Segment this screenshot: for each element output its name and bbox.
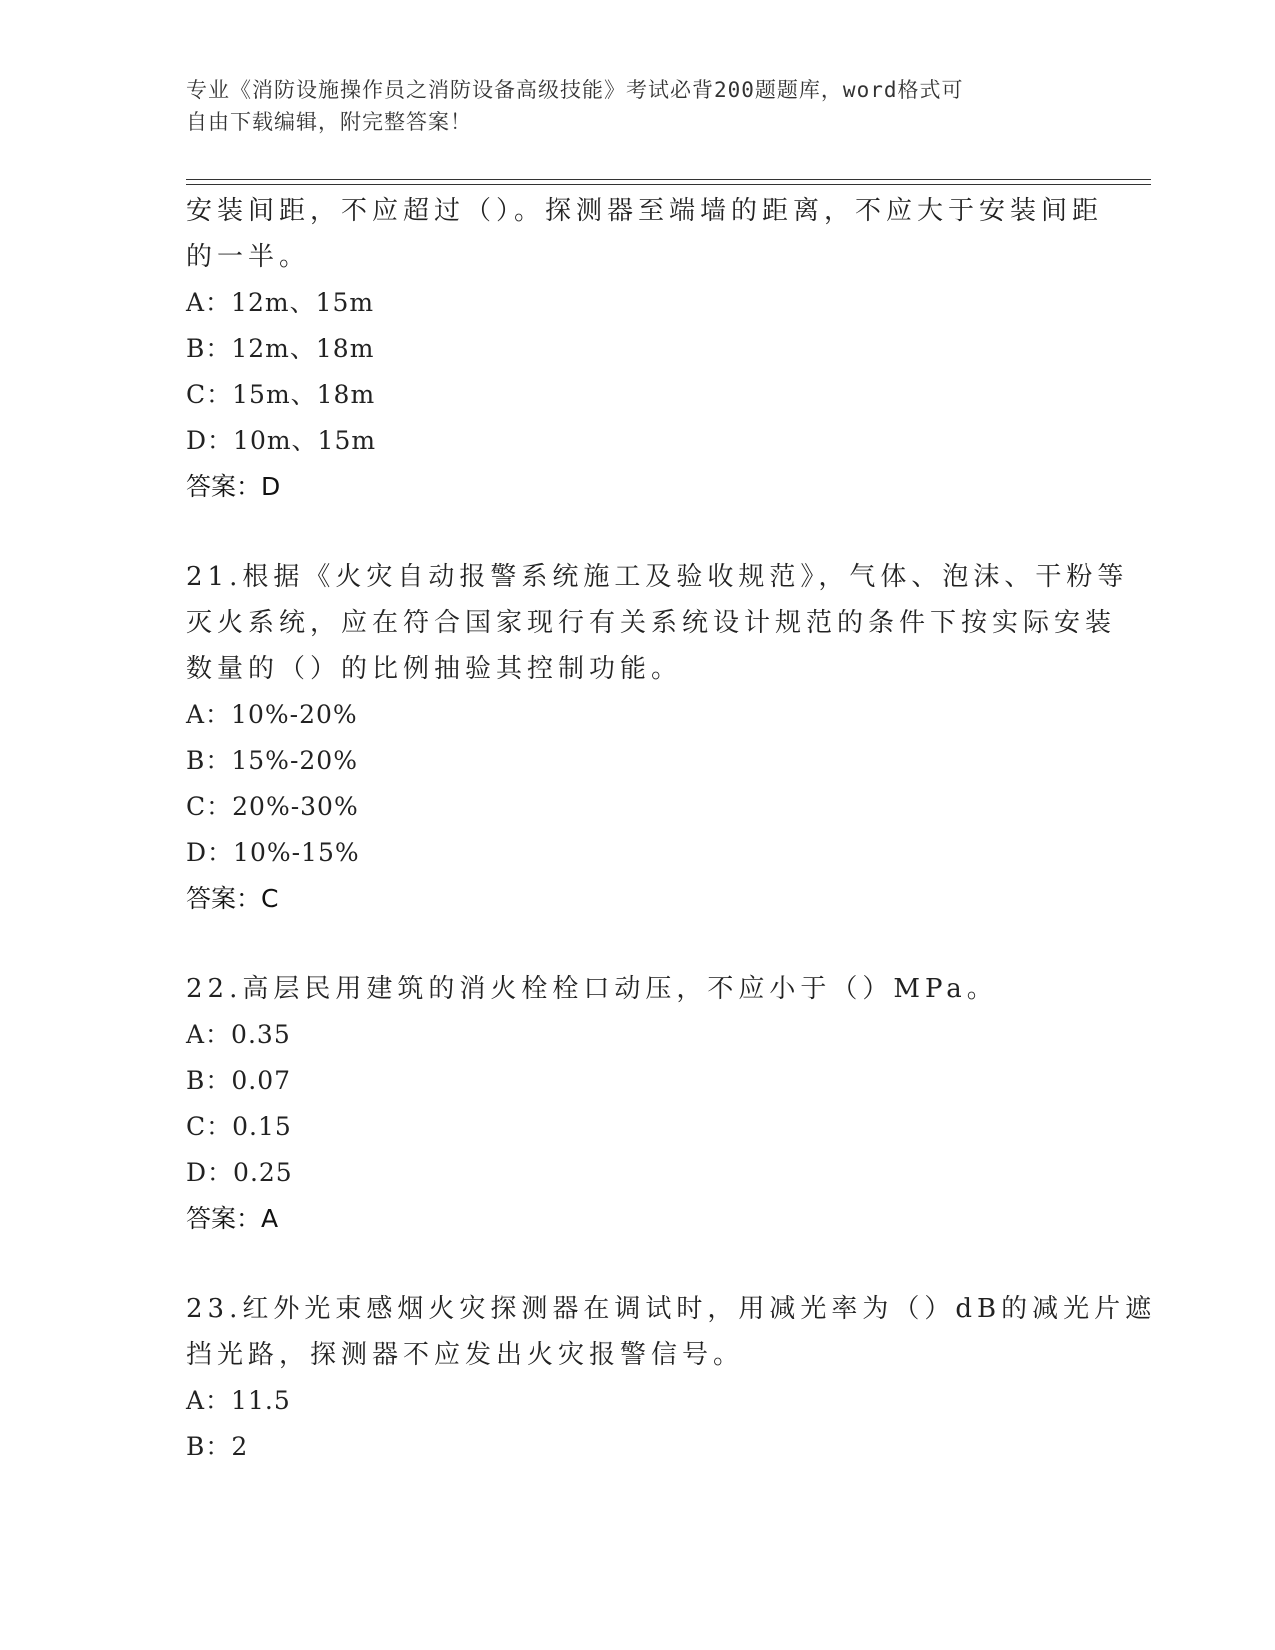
question-text [186,188,1104,280]
question-line: 22.高层民用建筑的消火栓栓口动压，不应小于（）MPa。 [186,974,998,1004]
header-line-2: 自由下载编辑，附完整答案！ [186,110,472,134]
option-b: B：0.07 [186,1066,292,1095]
question-text [186,966,1086,1012]
question-list [186,188,1157,1470]
option-d: D：10%-15% [186,838,360,867]
document-header [186,74,1066,138]
option-c: C：0.15 [186,1112,292,1141]
block-spacer [186,510,1086,554]
header-divider-top [186,179,1151,180]
question-line: 21.根据《火灾自动报警系统施工及验收规范》，气体、泡沫、干粉等 [186,562,1129,592]
option-a: A：12m、15m [186,288,375,317]
question-line: 挡光路，探测器不应发出火灾报警信号。 [186,1340,745,1370]
option-c: C：15m、18m [186,380,376,409]
question-line: 23.红外光束感烟火灾探测器在调试时，用减光率为（）dB的减光片遮 [186,1294,1157,1324]
answer-line: 答案：A [186,1204,279,1233]
question-text [186,554,1129,692]
option-d: D：10m、15m [186,426,377,455]
option-a: A：0.35 [186,1020,291,1049]
option-b: B：15%-20% [186,746,358,775]
option-b: B：12m、18m [186,334,375,363]
question-line: 灭火系统，应在符合国家现行有关系统设计规范的条件下按实际安装 [186,608,1117,638]
block-spacer [186,922,1086,966]
header-divider-bottom [186,184,1151,185]
option-d: D：0.25 [186,1158,293,1187]
option-a: A：11.5 [186,1386,291,1415]
option-c: C：20%-30% [186,792,359,821]
option-b: B：2 [186,1432,249,1461]
question-block [186,1286,1157,1470]
block-spacer [186,1242,1086,1286]
question-block [186,966,1086,1242]
question-text [186,1286,1157,1378]
header-line-1: 专业《消防设施操作员之消防设备高级技能》考试必背200题题库，word格式可 [186,78,964,102]
question-block [186,188,1104,510]
answer-line: 答案：D [186,472,281,501]
question-line: 数量的（）的比例抽验其控制功能。 [186,654,683,684]
question-line: 的一半。 [186,242,311,272]
option-a: A：10%-20% [186,700,358,729]
answer-line: 答案：C [186,884,279,913]
question-line: 安装间距，不应超过（）。探测器至端墙的距离，不应大于安装间距 [186,196,1104,226]
question-block [186,554,1129,922]
